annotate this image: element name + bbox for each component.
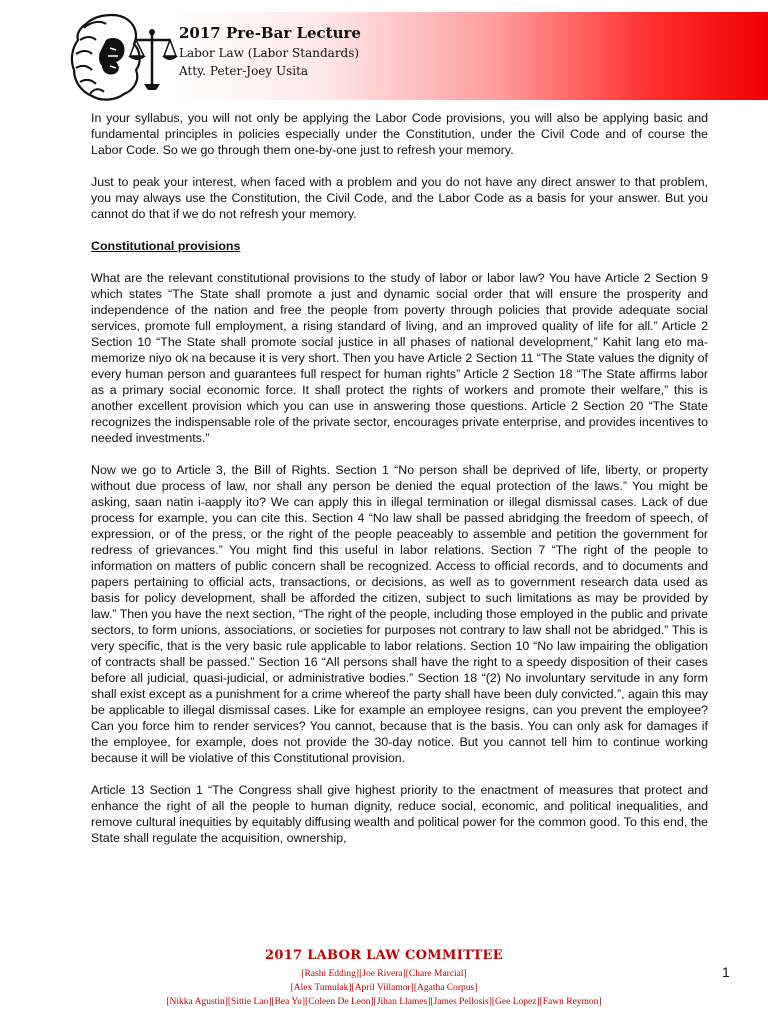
section-heading: Constitutional provisions — [91, 239, 241, 253]
paragraph-article-2: What are the relevant constitutional provisions to the study of labor or labor law? You have Article 2 Section 9 which states “The State shall promote a just and dynamic social order that will ensure the prosperity and independence of the nation and free the people from poverty through policies that provide adequate social services, promote full employment, a rising standard of living, and an improved quality of life for all.” Article 2 Section 10 “The State shall promote social justice in all phases of national development,” Kahit lang eto ma-memorize niyo ok na because it is very short. Then you have Article 2 Section 11 “The State values the dignity of every human person and guarantees full respect for human rights” Article 2 Section 18 “The State affirms labor as a primary social economic force. It shall protect the rights of workers and promote their welfare,” this is another excellent provision which you can use in answering those questions. Article 2 Section 20 “The State recognizes the indispensable role of the private sector, encourages private enterprise, and provides incentives to needed investments.” — [91, 271, 708, 445]
paragraph-article-3: Now we go to Article 3, the Bill of Rights. Section 1 “No person shall be deprived of life, liberty, or property without due process of law, nor shall any person be denied the equal protection of the laws.” You might be asking, saan natin i-aapply ito? We can apply this in illegal termination or illegal dismissal cases. Lack of due process for example, you can cite this. Section 4 “No law shall be passed abridging the freedom of speech, of expression, or of the press, or the right of the people peaceably to assemble and petition the government for redress of grievances.” You might find this useful in labor relations. Section 7 “The right of the people to information on matters of public concern shall be recognized. Access to official records, and to documents and papers pertaining to official acts, transactions, or decisions, as well as to government research data used as basis for policy development, shall be afforded the citizen, subject to such limitations as may be provided by law.” Then you have the next section, “The right of the people, including those employed in the public and private sectors, to form unions, associations, or societies for purposes not contrary to law shall not be abridged.” This is very specific, that is the very basic rule applicable to labor relations. Section 10 “No law impairing the obligation of contracts shall be passed.” Section 16 “All persons shall have the right to a speedy disposition of their cases before all judicial, quasi-judicial, or administrative bodies.” Section 18 “(2) No involuntary servitude in any form shall exist except as a punishment for a crime whereof the party shall have been duly convicted.”, again this may be applicable to illegal dismissal cases. Like for example an employee resigns, can you prevent the employee? Can you force him to render services? You cannot, because that is the basis. You can only ask for damages if the employee, for example, does not provide the 30-day notice. But you cannot tell him to continue working because it will be violative of this Constitutional provision. — [91, 463, 708, 765]
lecturer-name: Atty. Peter-Joey Usita — [179, 64, 309, 78]
footer-members-line-1: [Rashi Edding][Joe Rivera][Chare Marcial] — [301, 969, 467, 979]
lecture-title: 2017 Pre-Bar Lecture — [179, 24, 361, 42]
footer-committee-title: 2017 LABOR LAW COMMITTEE — [265, 948, 503, 963]
document-body — [91, 110, 708, 862]
footer-members-line-2: [Alex Tumulak][April Villamor][Agatha Corpus] — [290, 983, 478, 993]
paragraph-interest: Just to peak your interest, when faced with a problem and you do not have any direct answer to that problem, you may always use the Constitution, the Civil Code, and the Labor Code as a basis for your answer. But you cannot do that if we do not refresh your memory. — [91, 175, 708, 221]
lion-scales-logo-icon — [66, 10, 178, 106]
lecture-subject: Labor Law (Labor Standards) — [179, 46, 360, 60]
page-number: 1 — [722, 964, 730, 980]
paragraph-article-13: Article 13 Section 1 “The Congress shall give highest priority to the enactment of measures that protect and enhance the right of all the people to human dignity, reduce social, economic, and political inequalities, and remove cultural inequities by equitably diffusing wealth and political power for the common good. To this end, the State shall regulate the acquisition, ownership, — [91, 783, 708, 845]
footer-members-line-3: [Nikka Agustin][Sittie Lao][Bea Yu][Coleen De Leon][Jihan Llames][James Pellosis][Gee Lopez][Fawn Reymon] — [166, 997, 602, 1007]
page-header — [0, 0, 768, 100]
paragraph-intro: In your syllabus, you will not only be applying the Labor Code provisions, you will also be applying basic and fundamental principles in policies especially under the Constitution, under the Civil Code and of course the Labor Code. So we go through them one-by-one just to refresh your memory. — [91, 111, 708, 157]
